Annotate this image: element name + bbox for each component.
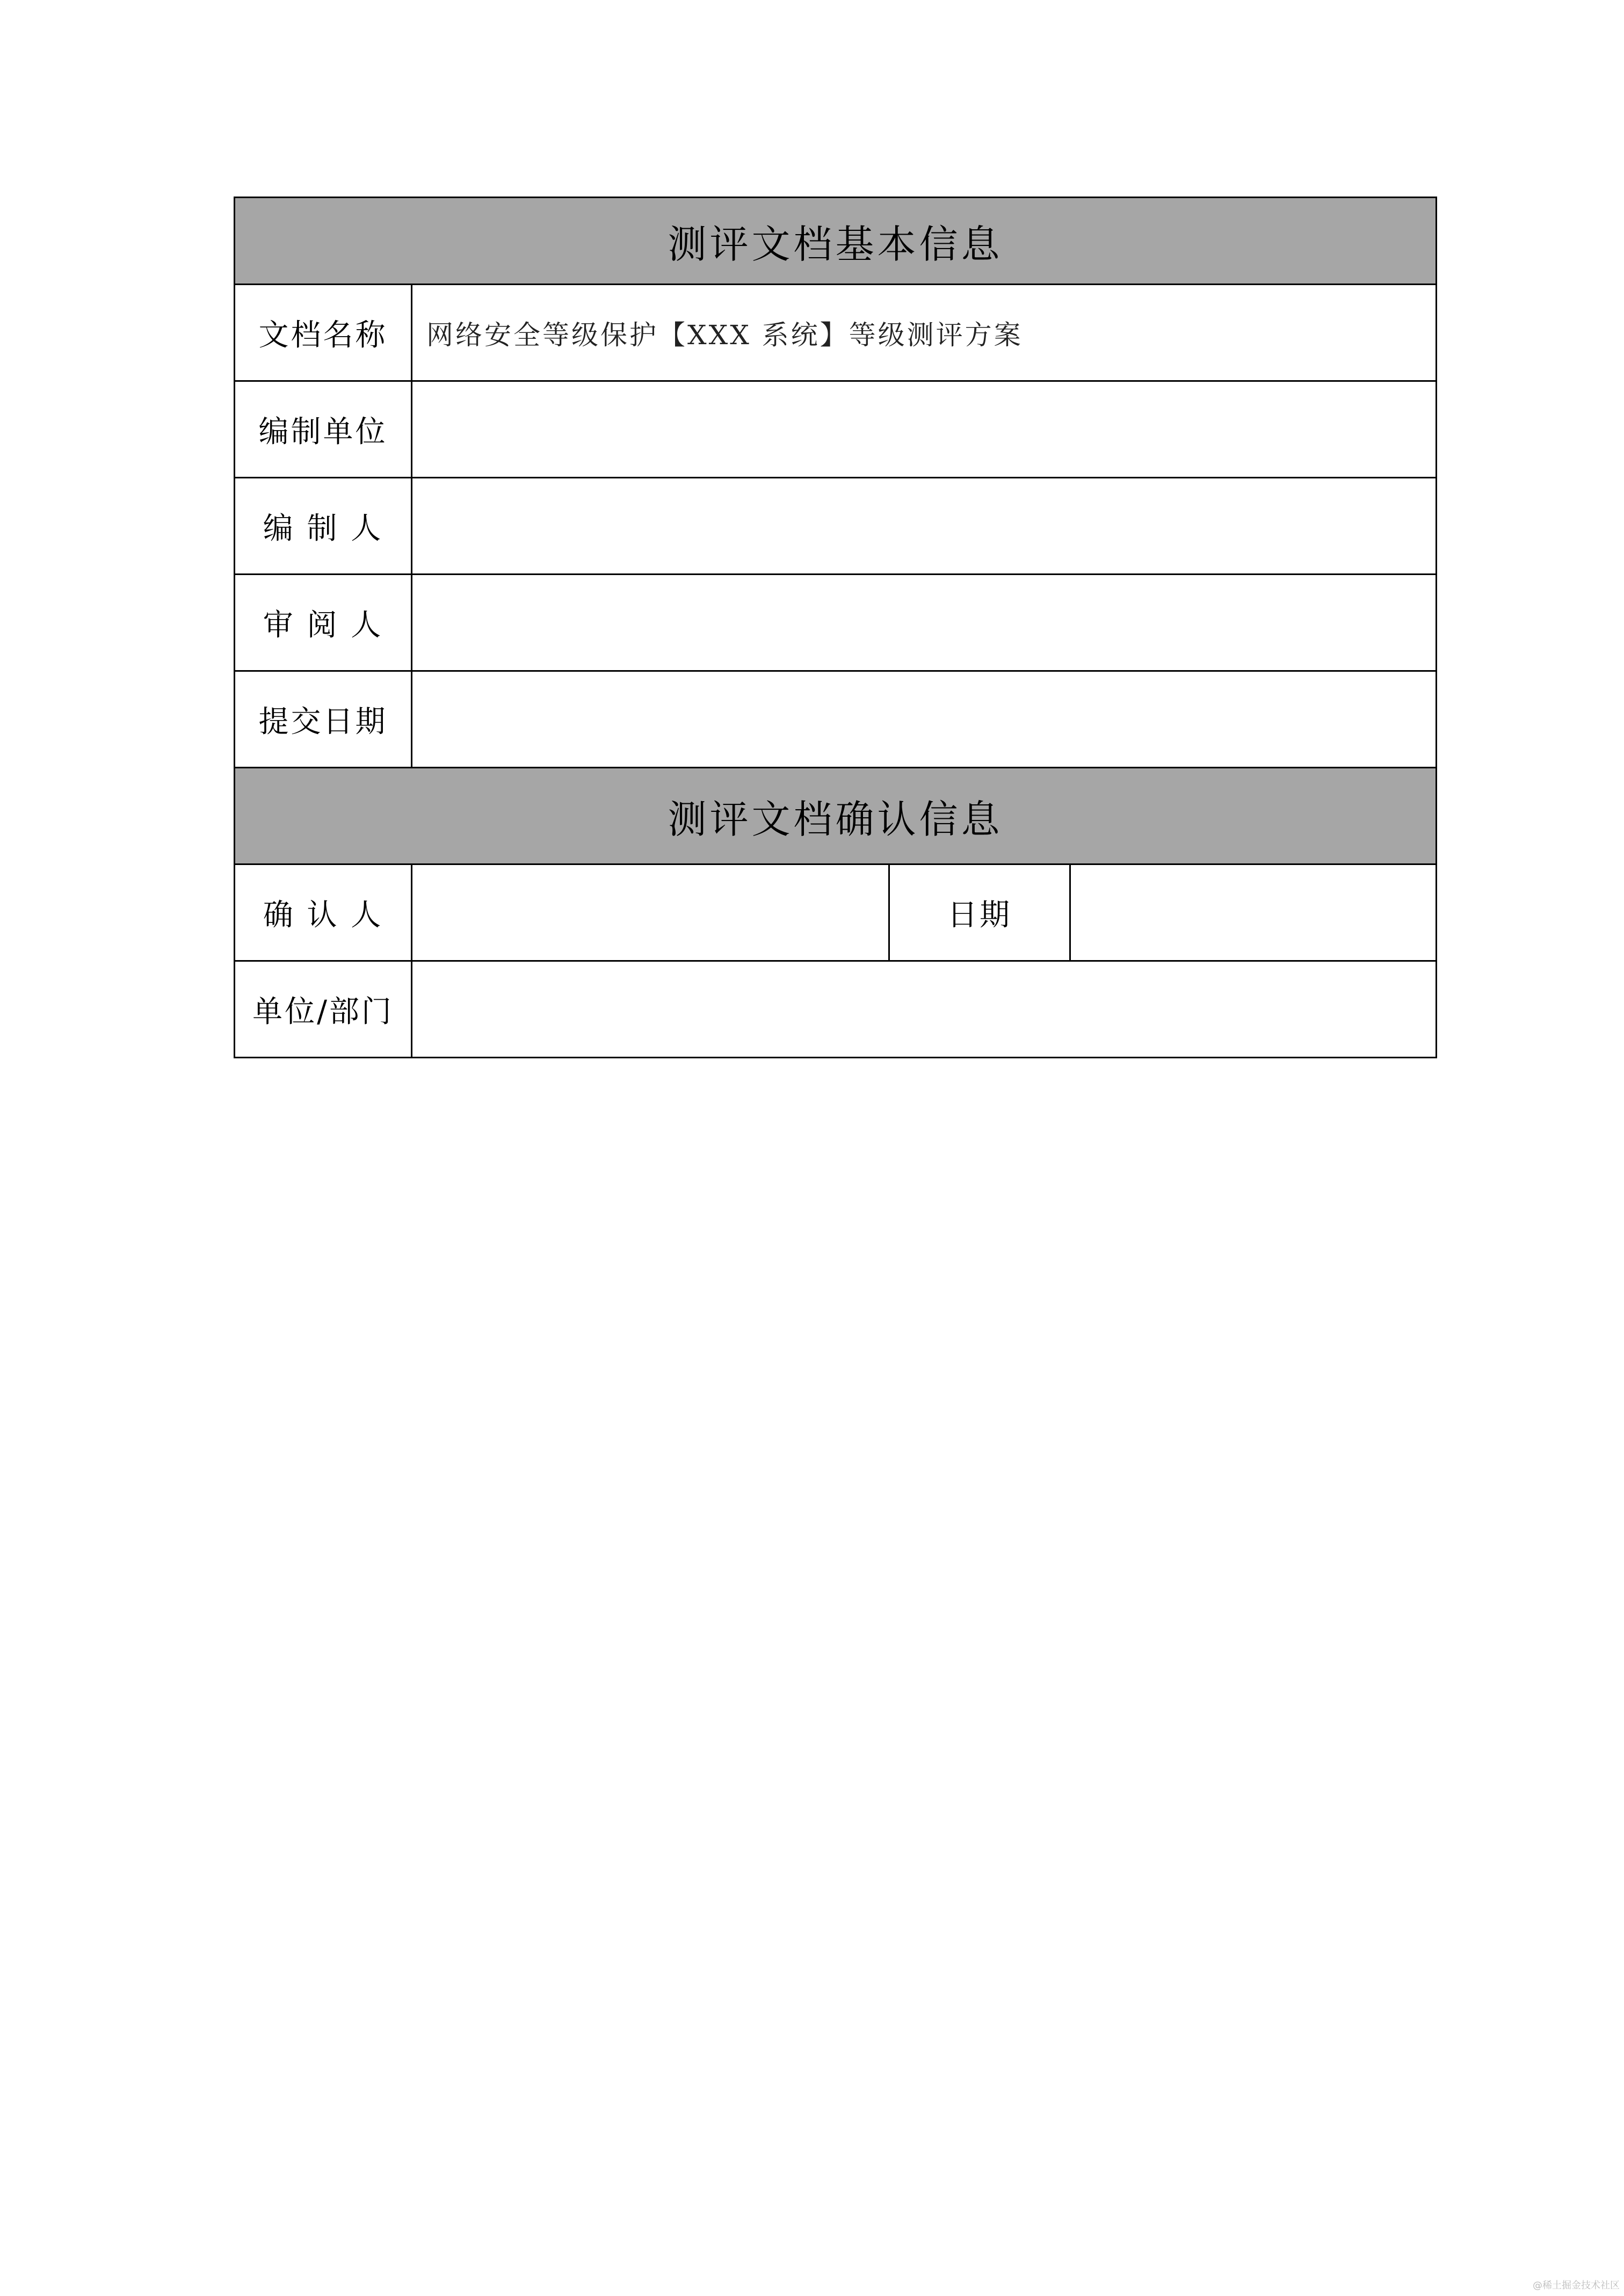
table-row — [235, 478, 1437, 575]
table-row — [235, 961, 1437, 1058]
watermark: @稀土掘金技术社区 — [1533, 2280, 1620, 2291]
table-row — [235, 671, 1437, 768]
reviewer-label: 审 阅 人 — [235, 575, 412, 671]
compiling-unit-label: 编制单位 — [235, 381, 412, 478]
reviewer-value — [412, 575, 1437, 671]
unit-dept-label: 单位/部门 — [235, 961, 412, 1058]
basic-info-header: 测评文档基本信息 — [235, 198, 1437, 285]
document-info-table — [234, 197, 1437, 1058]
compiler-value — [412, 478, 1437, 575]
table-row — [235, 285, 1437, 381]
doc-name-label: 文档名称 — [235, 285, 412, 381]
date-label: 日期 — [889, 864, 1070, 961]
compiler-label: 编 制 人 — [235, 478, 412, 575]
date-value — [1070, 864, 1437, 961]
submit-date-label: 提交日期 — [235, 671, 412, 768]
submit-date-value — [412, 671, 1437, 768]
unit-dept-value — [412, 961, 1437, 1058]
table-row — [235, 575, 1437, 671]
doc-name-value: 网络安全等级保护【XXX 系统】等级测评方案 — [412, 285, 1437, 381]
table-row — [235, 864, 1437, 961]
table-row — [235, 381, 1437, 478]
confirmer-value — [412, 864, 889, 961]
confirm-info-header: 测评文档确认信息 — [235, 768, 1437, 864]
confirmer-label: 确 认 人 — [235, 864, 412, 961]
compiling-unit-value — [412, 381, 1437, 478]
